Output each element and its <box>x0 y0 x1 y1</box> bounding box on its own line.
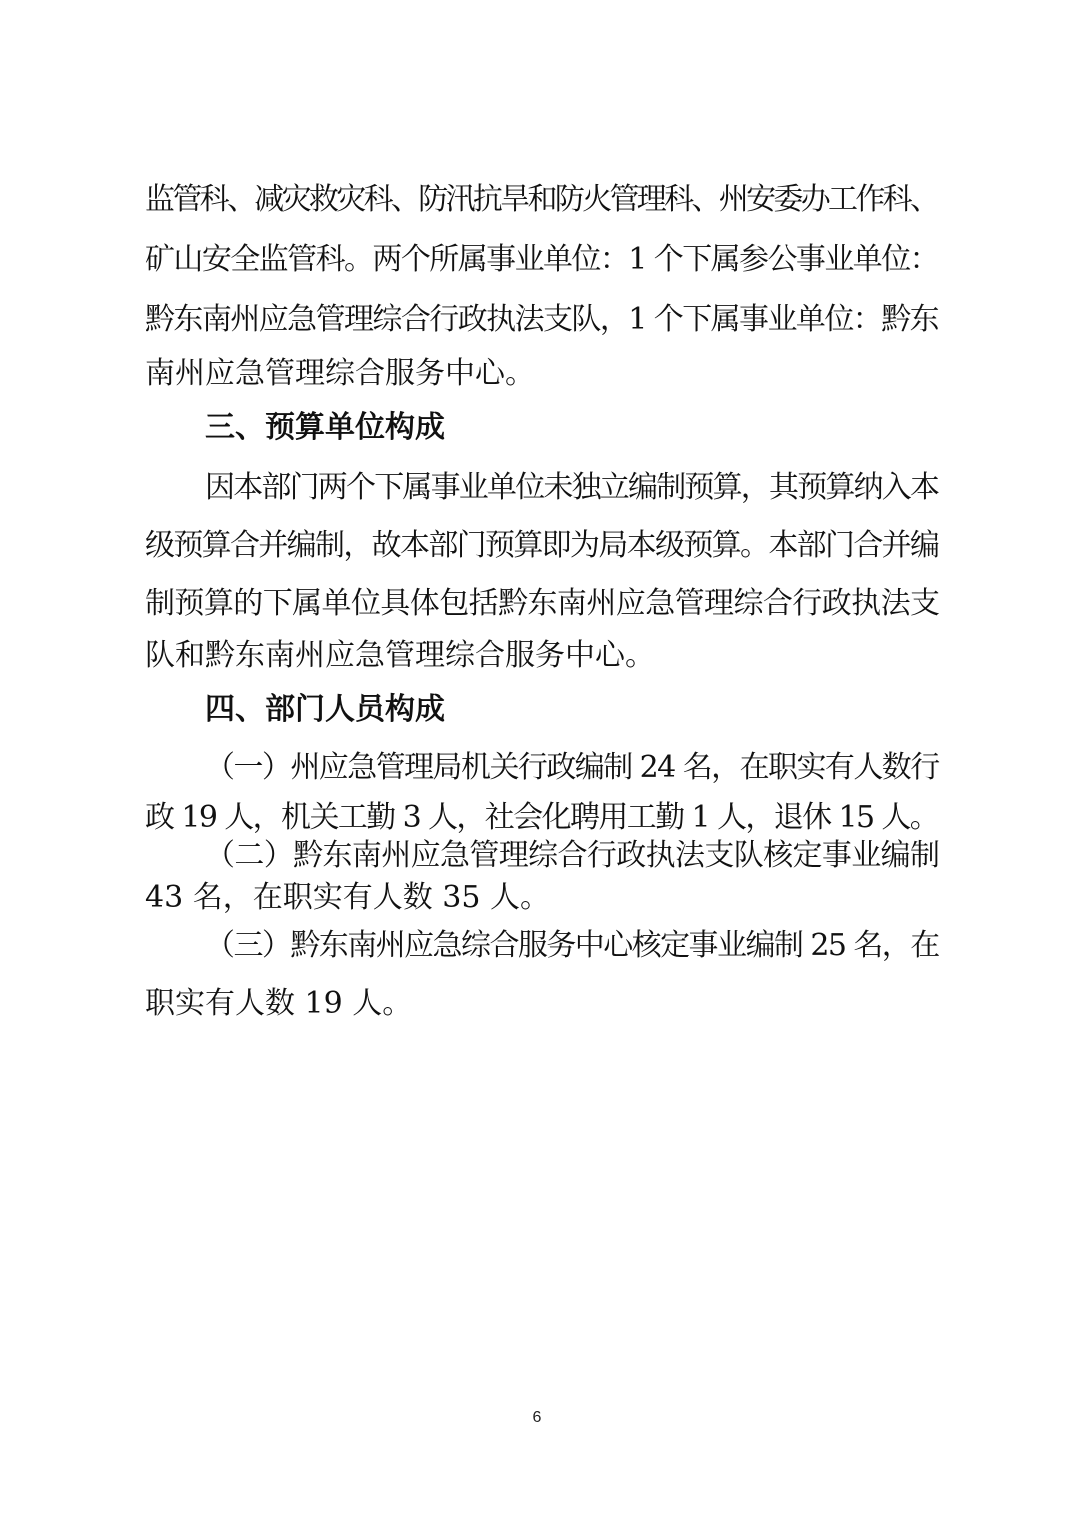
body-text-line: 监管科、减灾救灾科、防汛抗旱和防火管理科、州安委办工作科、 <box>145 182 938 217</box>
body-text-line: 矿山安全监管科。两个所属事业单位：1 个下属参公事业单位： <box>145 242 939 277</box>
body-text-line: （三）黔东南州应急综合服务中心核定事业编制 25 名，在 <box>205 928 939 963</box>
body-text-line: 制预算的下属单位具体包括黔东南州应急管理综合行政执法支 <box>145 586 940 621</box>
body-text-line: 队和黔东南州应急管理综合服务中心。 <box>145 638 655 673</box>
body-text-line: 级预算合并编制，故本部门预算即为局本级预算。本部门合并编 <box>145 528 939 563</box>
body-text-line: 因本部门两个下属事业单位未独立编制预算，其预算纳入本 <box>205 470 939 505</box>
body-text-line: 职实有人数 19 人。 <box>145 986 413 1021</box>
page-number: 6 <box>532 1409 542 1426</box>
body-text-line: 黔东南州应急管理综合行政执法支队，1 个下属事业单位：黔东 <box>145 302 939 337</box>
body-text-line: （二）黔东南州应急管理综合行政执法支队核定事业编制 <box>205 838 940 873</box>
body-text-line: 43 名，在职实有人数 35 人。 <box>145 880 550 915</box>
body-text-line: （一）州应急管理局机关行政编制 24 名，在职实有人数行 <box>205 750 939 785</box>
section-heading-budget-units: 三、预算单位构成 <box>205 410 445 445</box>
section-heading-staff: 四、部门人员构成 <box>205 692 445 727</box>
body-text-line: 南州应急管理综合服务中心。 <box>145 356 535 391</box>
body-text-line: 政 19 人，机关工勤 3 人，社会化聘用工勤 1 人，退休 15 人。 <box>145 800 939 835</box>
